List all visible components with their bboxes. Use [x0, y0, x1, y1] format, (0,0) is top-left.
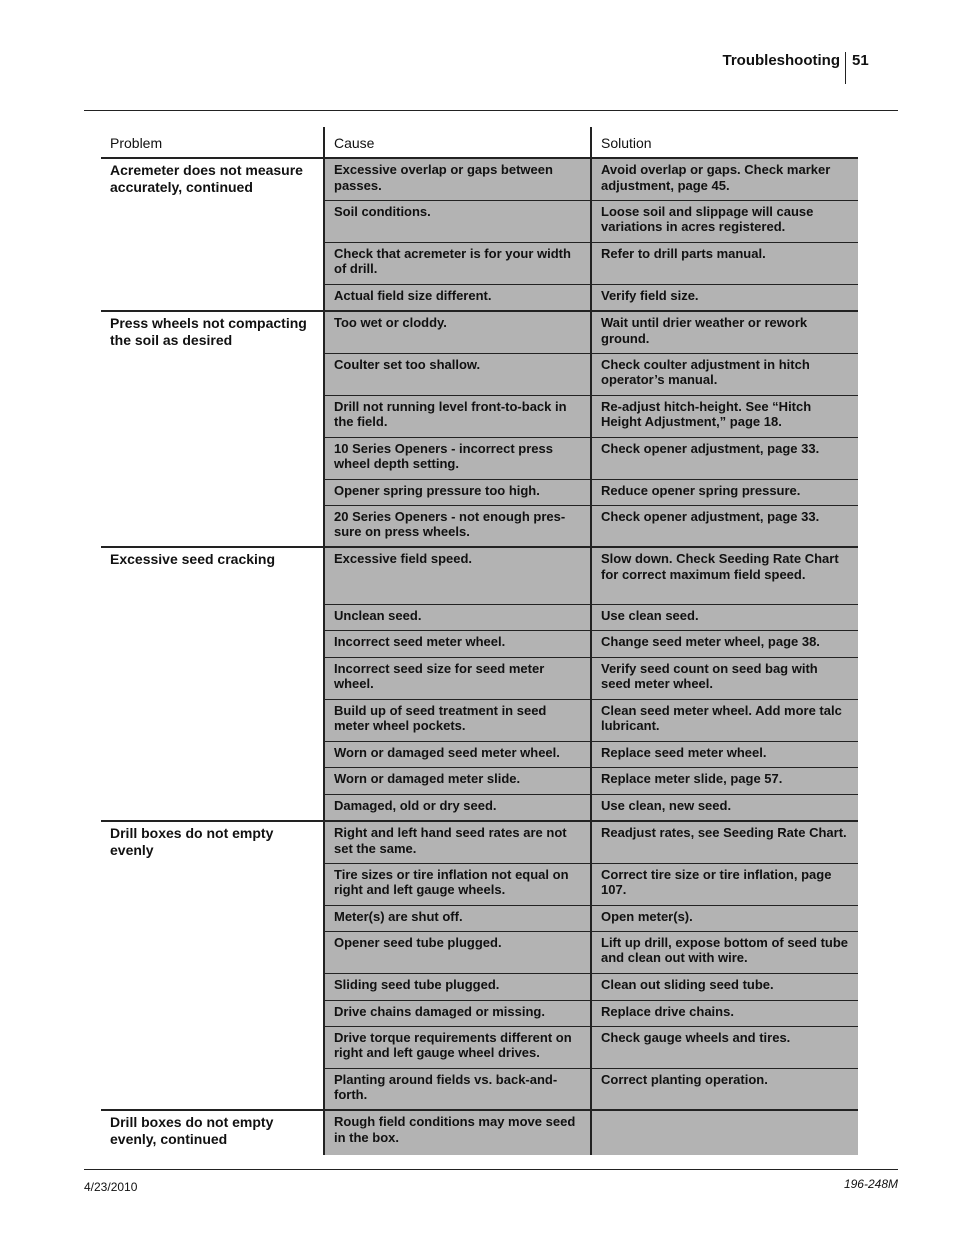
cause-cell: Too wet or cloddy. — [324, 311, 591, 353]
footer-doc-number: 196-248M — [843, 1177, 898, 1191]
solution-cell — [591, 1110, 858, 1155]
solution-cell: Open meter(s). — [591, 905, 858, 931]
problem-cell: Acremeter does not measure accurately, continued — [101, 158, 324, 311]
cause-cell: Incorrect seed size for seed meter wheel. — [324, 657, 591, 699]
cause-cell: Drill not running level front-to-back in the field. — [324, 395, 591, 437]
solution-cell: Check opener adjustment, page 33. — [591, 437, 858, 479]
header-divider — [845, 52, 846, 84]
cause-cell: Drive chains damaged or missing. — [324, 1000, 591, 1026]
cause-cell: Excessive overlap or gaps between passes. — [324, 158, 591, 200]
table-header-row — [101, 127, 858, 158]
solution-cell: Wait until drier weather or rework ground. — [591, 311, 858, 353]
problem-cell: Excessive seed cracking — [101, 547, 324, 821]
table-row — [101, 821, 858, 863]
cause-cell: Meter(s) are shut off. — [324, 905, 591, 931]
cause-cell: Excessive field speed. — [324, 547, 591, 604]
cause-cell: Worn or damaged meter slide. — [324, 767, 591, 794]
cause-cell: 10 Series Openers - incorrect press wheel depth setting. — [324, 437, 591, 479]
solution-cell: Replace seed meter wheel. — [591, 741, 858, 767]
cause-cell: Unclean seed. — [324, 604, 591, 630]
cause-cell: Check that acremeter is for your width of drill. — [324, 242, 591, 284]
solution-cell: Re-adjust hitch-height. See “Hitch Height Adjustment,” page 18. — [591, 395, 858, 437]
solution-cell: Use clean, new seed. — [591, 794, 858, 821]
cause-cell: Incorrect seed meter wheel. — [324, 630, 591, 657]
cause-cell: Tire sizes or tire inflation not equal on right and left gauge wheels. — [324, 863, 591, 905]
solution-cell: Verify seed count on seed bag with seed meter wheel. — [591, 657, 858, 699]
cause-cell: Rough field conditions may move seed in the box. — [324, 1110, 591, 1155]
cause-cell: 20 Series Openers - not enough pres-sure on press wheels. — [324, 505, 591, 547]
cause-cell: Build up of seed treatment in seed meter wheel pockets. — [324, 699, 591, 741]
solution-cell: Verify field size. — [591, 284, 858, 311]
bottom-rule — [84, 1169, 898, 1170]
solution-cell: Use clean seed. — [591, 604, 858, 630]
table-row — [101, 547, 858, 604]
cause-cell: Right and left hand seed rates are not set the same. — [324, 821, 591, 863]
solution-cell: Refer to drill parts manual. — [591, 242, 858, 284]
solution-cell: Check coulter adjustment in hitch operator’s manual. — [591, 353, 858, 395]
solution-cell: Avoid overlap or gaps. Check marker adjustment, page 45. — [591, 158, 858, 200]
cause-cell: Actual field size different. — [324, 284, 591, 311]
solution-cell: Loose soil and slippage will cause variations in acres registered. — [591, 200, 858, 242]
solution-cell: Slow down. Check Seeding Rate Chart for correct maximum field speed. — [591, 547, 858, 604]
solution-cell: Replace meter slide, page 57. — [591, 767, 858, 794]
cause-cell: Opener spring pressure too high. — [324, 479, 591, 505]
section-title: Troubleshooting — [722, 52, 840, 69]
table-body — [101, 158, 858, 1155]
column-header-solution: Solution — [601, 135, 652, 151]
solution-cell: Readjust rates, see Seeding Rate Chart. — [591, 821, 858, 863]
table-row — [101, 311, 858, 353]
problem-cell: Press wheels not compacting the soil as desired — [101, 311, 324, 547]
cause-cell: Drive torque requirements different on right and left gauge wheel drives. — [324, 1026, 591, 1068]
footer-date: 4/23/2010 — [84, 1180, 138, 1194]
solution-cell: Check gauge wheels and tires. — [591, 1026, 858, 1068]
column-header-problem: Problem — [101, 127, 324, 158]
table-row — [101, 158, 858, 200]
cause-cell: Sliding seed tube plugged. — [324, 973, 591, 1000]
solution-cell: Clean out sliding seed tube. — [591, 973, 858, 1000]
solution-cell: Change seed meter wheel, page 38. — [591, 630, 858, 657]
cause-cell: Coulter set too shallow. — [324, 353, 591, 395]
troubleshooting-table — [101, 127, 858, 1155]
cause-cell: Opener seed tube plugged. — [324, 931, 591, 973]
cause-cell: Soil conditions. — [324, 200, 591, 242]
solution-cell: Correct planting operation. — [591, 1068, 858, 1110]
solution-cell: Clean seed meter wheel. Add more talc lubricant. — [591, 699, 858, 741]
page-number: 51 — [852, 52, 869, 69]
table-row — [101, 1110, 858, 1155]
problem-cell: Drill boxes do not empty evenly, continued — [101, 1110, 324, 1155]
solution-cell: Lift up drill, expose bottom of seed tube and clean out with wire. — [591, 931, 858, 973]
top-rule — [84, 110, 898, 111]
cause-cell: Damaged, old or dry seed. — [324, 794, 591, 821]
solution-cell: Reduce opener spring pressure. — [591, 479, 858, 505]
cause-cell: Worn or damaged seed meter wheel. — [324, 741, 591, 767]
column-header-cause: Cause — [324, 127, 591, 158]
problem-cell: Drill boxes do not empty evenly — [101, 821, 324, 1110]
cause-cell: Planting around fields vs. back-and-forth. — [324, 1068, 591, 1110]
solution-cell: Correct tire size or tire inflation, page 107. — [591, 863, 858, 905]
solution-cell: Check opener adjustment, page 33. — [591, 505, 858, 547]
solution-cell: Replace drive chains. — [591, 1000, 858, 1026]
